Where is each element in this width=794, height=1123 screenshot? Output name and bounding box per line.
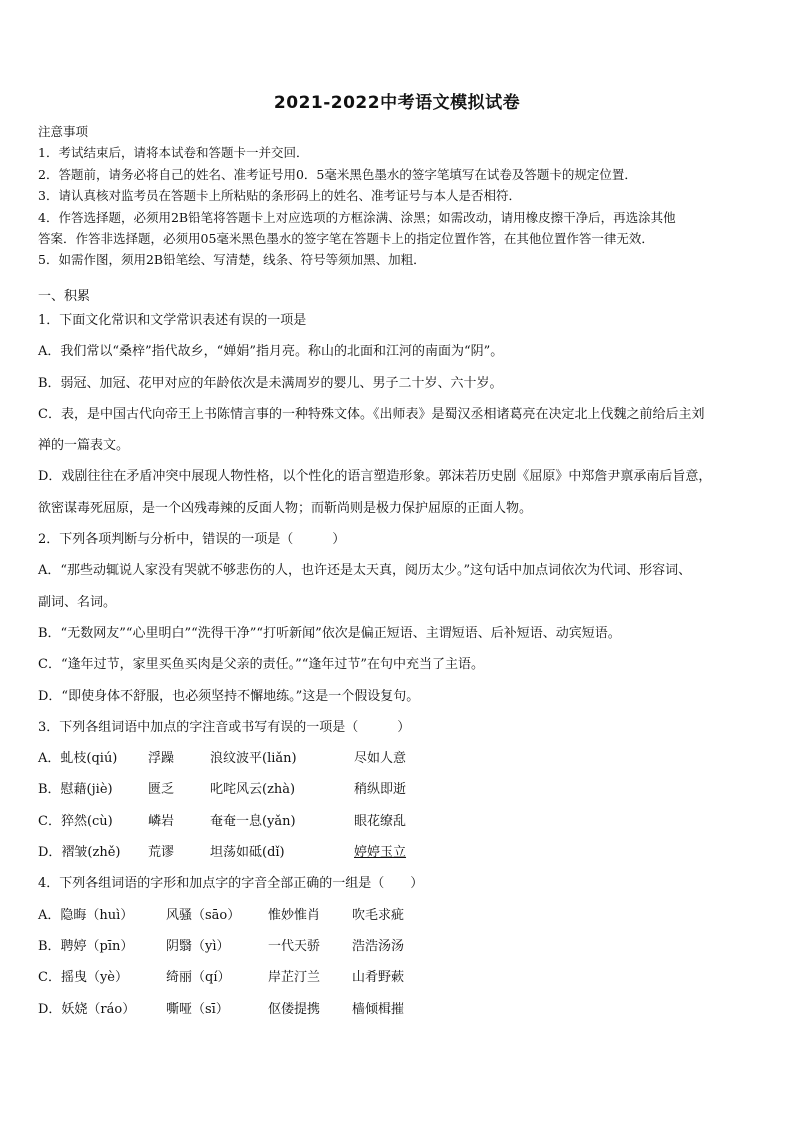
question-3-option-a <box>38 748 760 779</box>
word-cell: C．摇曳（yè） <box>38 970 128 986</box>
word-cell: 一代天骄 <box>268 938 321 954</box>
word-cell: 嘶哑（sī） <box>166 1001 229 1017</box>
word-cell: 荒谬 <box>148 845 175 861</box>
notice-item: 4．作答选择题，必须用2B铅笔将答题卡上对应选项的方框涂满、涂黑；如需改动，请用橡皮擦干净后，再选涂其他 <box>38 209 676 225</box>
word-cell: 绮丽（qí） <box>166 970 231 986</box>
notice-item: 3．请认真核对监考员在答题卡上所粘贴的条形码上的姓名、准考证号与本人是否相符． <box>38 188 521 204</box>
notice-item: 2．答题前，请务必将自己的姓名、准考证号用0．5毫米黑色墨水的签字笔填写在试卷及答题卡的规定位置． <box>38 166 637 182</box>
word-cell: 浩浩汤汤 <box>352 938 405 954</box>
word-cell: 嶙岩 <box>148 813 175 829</box>
question-4-stem: 4．下列各组词语的字形和加点字的字音全部正确的一组是（ ） <box>38 876 424 892</box>
question-3-stem: 3．下列各组词语中加点的字注音或书写有误的一项是（ ） <box>38 719 411 735</box>
word-cell: 坦荡如砥(dǐ) <box>210 845 285 861</box>
notice-item: 1．考试结束后，请将本试卷和答题卡一并交回． <box>38 145 309 161</box>
notice-heading: 注意事项 <box>38 124 89 139</box>
word-cell: 浪纹波平(liǎn) <box>210 751 297 767</box>
question-3-option-d <box>38 842 760 873</box>
word-cell: 浮躁 <box>148 751 175 767</box>
word-cell: D．妖娆（ráo） <box>38 1001 136 1017</box>
word-cell: 樯倾楫摧 <box>352 1001 405 1017</box>
question-3-option-c <box>38 811 760 842</box>
word-cell: B．聘婷（pīn） <box>38 938 134 954</box>
word-cell: C．猝然(cù) <box>38 813 113 829</box>
word-cell: 稍纵即逝 <box>354 782 407 798</box>
notice-item: 5．如需作图，须用2B铅笔绘、写清楚，线条、符号等须加黑、加粗． <box>38 252 426 268</box>
question-2-option-c: C．“逢年过节，家里买鱼买肉是父亲的责任。”“逢年过节”在句中充当了主语。 <box>38 657 485 673</box>
word-cell: 阴翳（yì） <box>166 938 230 954</box>
word-cell: 惟妙惟肖 <box>268 907 321 923</box>
word-cell: 山肴野蔌 <box>352 970 405 986</box>
question-1-option-c: C．表，是中国古代向帝王上书陈情言事的一种特殊文体。《出师表》是蜀汉丞相诸葛亮在决定北上伐魏之前给后主刘 <box>38 406 705 422</box>
question-1-option-b: B．弱冠、加冠、花甲对应的年龄依次是未满周岁的婴儿、男子二十岁、六十岁。 <box>38 375 503 391</box>
word-cell: 奄奄一息(yǎn) <box>210 813 296 829</box>
question-2-stem: 2．下列各项判断与分析中，错误的一项是（ ） <box>38 532 346 548</box>
question-2-option-d: D．“即使身体不舒服，也必须坚持不懈地练。”这是一个假设复句。 <box>38 688 420 704</box>
question-1-option-c-cont: 禅的一篇表文。 <box>38 438 130 454</box>
word-cell: 尽如人意 <box>354 751 407 767</box>
question-4-option-b <box>38 936 760 967</box>
word-cell: 岸芷汀兰 <box>268 970 321 986</box>
notice-block <box>38 121 760 271</box>
word-cell: 风骚（sāo） <box>166 907 241 923</box>
question-1-stem: 1．下面文化常识和文学常识表述有误的一项是 <box>38 313 307 328</box>
word-cell: 叱咤风云(zhà) <box>210 782 296 798</box>
notice-item: 答案．作答非选择题，必须用05毫米黑色墨水的签字笔在答题卡上的指定位置作答，在其他位置作答一律无效． <box>38 231 654 247</box>
word-cell: 婷婷玉立 <box>354 845 407 861</box>
question-3-option-b <box>38 779 760 810</box>
question-4-option-d <box>38 999 760 1030</box>
questions-body <box>38 310 760 1030</box>
section-heading: 一、积累 <box>38 289 91 304</box>
word-cell: A．虬枝(qiú) <box>38 751 118 767</box>
word-cell: 吹毛求疵 <box>352 907 405 923</box>
word-cell: A．隐晦（huì） <box>38 907 134 923</box>
exam-title: 2021-2022中考语文模拟试卷 <box>273 93 521 113</box>
question-2-option-a-cont: 副词、名词。 <box>38 594 117 610</box>
question-2-option-a: A．“那些动辄说人家没有哭就不够悲伤的人，也许还是太天真，阅历太少。”这句话中加点词依次为代词、形容词、 <box>38 563 692 579</box>
word-cell: 匮乏 <box>148 782 175 798</box>
word-cell: B．慰藉(jiè) <box>38 782 113 798</box>
question-1-option-a: A．我们常以“桑梓”指代故乡，“婵娟”指月亮。称山的北面和江河的南面为“阴”。 <box>38 344 504 360</box>
question-2-option-b: B．“无数网友”“心里明白”“洗得干净”“打听新闻”依次是偏正短语、主谓短语、后补短语、动宾短语。 <box>38 625 621 641</box>
question-1-option-d: D．戏剧往往在矛盾冲突中展现人物性格，以个性化的语言塑造形象。郭沫若历史剧《屈原》中郑詹尹禀承南后旨意， <box>38 469 712 485</box>
word-cell: D．褶皱(zhě) <box>38 845 121 861</box>
question-1-option-d-cont: 欲密谋毒死屈原，是一个凶残毒辣的反面人物；而靳尚则是极力保护屈原的正面人物。 <box>38 500 533 516</box>
word-cell: 眼花缭乱 <box>354 813 407 829</box>
question-4-option-a <box>38 905 760 936</box>
question-4-option-c <box>38 967 760 998</box>
word-cell: 伛偻提携 <box>268 1001 321 1017</box>
